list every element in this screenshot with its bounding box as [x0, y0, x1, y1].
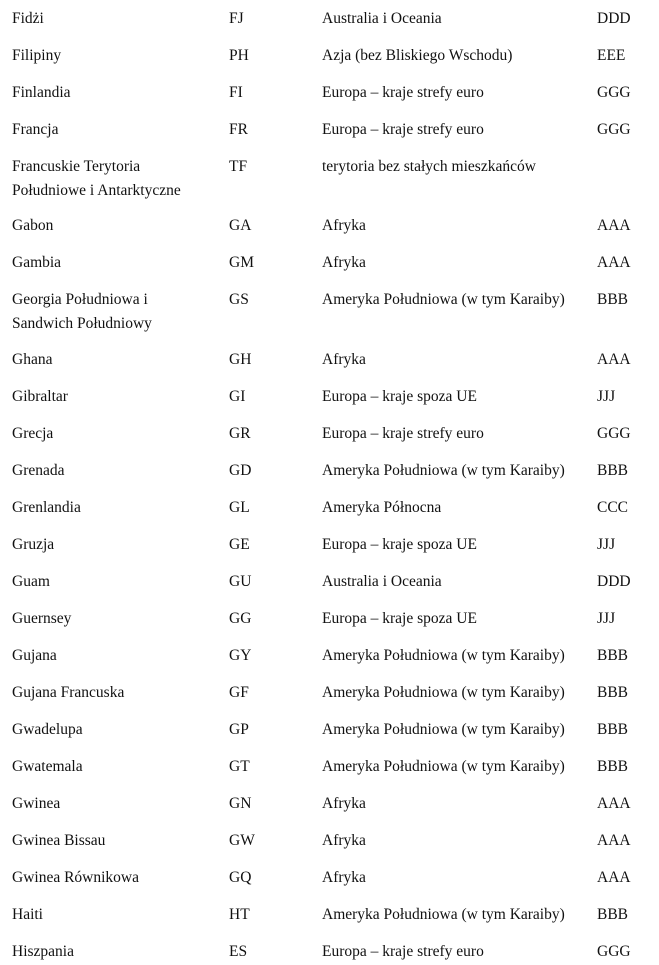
country-region: Afryka [322, 869, 366, 886]
country-code: GQ [229, 869, 252, 886]
country-group: AAA [597, 795, 631, 812]
country-group: DDD [597, 573, 631, 590]
country-code: GS [229, 291, 249, 308]
country-name: Haiti [12, 906, 43, 923]
country-region: Ameryka Południowa (w tym Karaiby) [322, 462, 565, 479]
country-name: Ghana [12, 351, 53, 368]
country-code: GU [229, 573, 252, 590]
country-name: Guernsey [12, 610, 72, 627]
country-region: Europa – kraje spoza UE [322, 536, 477, 553]
country-name: Grecja [12, 425, 54, 442]
country-group: BBB [597, 906, 629, 923]
country-name: Gwinea [12, 795, 61, 812]
country-code: FR [229, 121, 248, 138]
country-name: Gwinea Równikowa [12, 869, 139, 886]
country-region: Ameryka Południowa (w tym Karaiby) [322, 721, 565, 738]
country-name: Gambia [12, 254, 62, 271]
country-code: GW [229, 832, 255, 849]
country-code: GN [229, 795, 252, 812]
country-region: Australia i Oceania [322, 10, 442, 27]
country-name: Fidżi [12, 10, 44, 27]
country-code: TF [229, 158, 248, 175]
country-group: GGG [597, 121, 631, 138]
country-group: BBB [597, 758, 629, 775]
country-group: GGG [597, 425, 631, 442]
country-region: Ameryka Południowa (w tym Karaiby) [322, 758, 565, 775]
country-group: CCC [597, 499, 629, 516]
country-name: Gujana Francuska [12, 684, 125, 701]
country-name: Francuskie Terytoria Południowe i Antarktyczne [12, 158, 181, 199]
country-group: GGG [597, 943, 631, 960]
country-group: AAA [597, 869, 631, 886]
country-group: JJJ [597, 388, 616, 405]
country-name: Francja [12, 121, 59, 138]
country-region: Afryka [322, 254, 366, 271]
country-name: Gibraltar [12, 388, 68, 405]
country-region: Afryka [322, 795, 366, 812]
country-name: Finlandia [12, 84, 71, 101]
country-group: AAA [597, 254, 631, 271]
country-region: Europa – kraje strefy euro [322, 943, 484, 960]
country-region: Ameryka Południowa (w tym Karaiby) [322, 906, 565, 923]
country-region: Australia i Oceania [322, 573, 442, 590]
country-name: Gwatemala [12, 758, 83, 775]
country-code: GP [229, 721, 249, 738]
country-group: BBB [597, 684, 629, 701]
country-region: Europa – kraje strefy euro [322, 121, 484, 138]
country-region: Europa – kraje strefy euro [322, 84, 484, 101]
country-code: GG [229, 610, 252, 627]
country-code: GM [229, 254, 254, 271]
country-group: BBB [597, 721, 629, 738]
country-code: GD [229, 462, 252, 479]
country-name: Guam [12, 573, 50, 590]
country-region: Ameryka Południowa (w tym Karaiby) [322, 684, 565, 701]
country-code: ES [229, 943, 248, 960]
country-name: Gwinea Bissau [12, 832, 106, 849]
country-name: Grenada [12, 462, 65, 479]
country-group: AAA [597, 217, 631, 234]
country-name: Georgia Południowa i Sandwich Południowy [12, 291, 152, 332]
country-code: GE [229, 536, 250, 553]
country-region: Afryka [322, 351, 366, 368]
country-code: FI [229, 84, 243, 101]
country-group: BBB [597, 462, 629, 479]
country-region: Afryka [322, 832, 366, 849]
country-group: DDD [597, 10, 631, 27]
country-name: Grenlandia [12, 499, 81, 516]
country-group: AAA [597, 351, 631, 368]
country-region: Europa – kraje spoza UE [322, 610, 477, 627]
country-region: Europa – kraje spoza UE [322, 388, 477, 405]
country-group: BBB [597, 647, 629, 664]
country-code: GT [229, 758, 250, 775]
country-name: Filipiny [12, 47, 62, 64]
country-group: JJJ [597, 610, 616, 627]
country-region: Europa – kraje strefy euro [322, 425, 484, 442]
country-group: BBB [597, 291, 629, 308]
country-name: Gujana [12, 647, 57, 664]
country-name: Gruzja [12, 536, 55, 553]
country-group: AAA [597, 832, 631, 849]
country-group: JJJ [597, 536, 616, 553]
country-region: Ameryka Południowa (w tym Karaiby) [322, 291, 565, 308]
country-code: PH [229, 47, 249, 64]
country-name: Gwadelupa [12, 721, 83, 738]
country-code: GH [229, 351, 252, 368]
country-code: GL [229, 499, 250, 516]
country-region: Afryka [322, 217, 366, 234]
country-region: Ameryka Południowa (w tym Karaiby) [322, 647, 565, 664]
country-code: GF [229, 684, 249, 701]
country-name: Gabon [12, 217, 54, 234]
country-name: Hiszpania [12, 943, 74, 960]
country-region: Ameryka Północna [322, 499, 442, 516]
country-code: GY [229, 647, 252, 664]
country-region: terytoria bez stałych mieszkańców [322, 158, 536, 175]
country-group: GGG [597, 84, 631, 101]
country-code: GI [229, 388, 246, 405]
country-group: EEE [597, 47, 626, 64]
country-code: HT [229, 906, 250, 923]
country-code: FJ [229, 10, 244, 27]
country-code: GA [229, 217, 252, 234]
country-region: Azja (bez Bliskiego Wschodu) [322, 47, 513, 64]
country-code: GR [229, 425, 251, 442]
